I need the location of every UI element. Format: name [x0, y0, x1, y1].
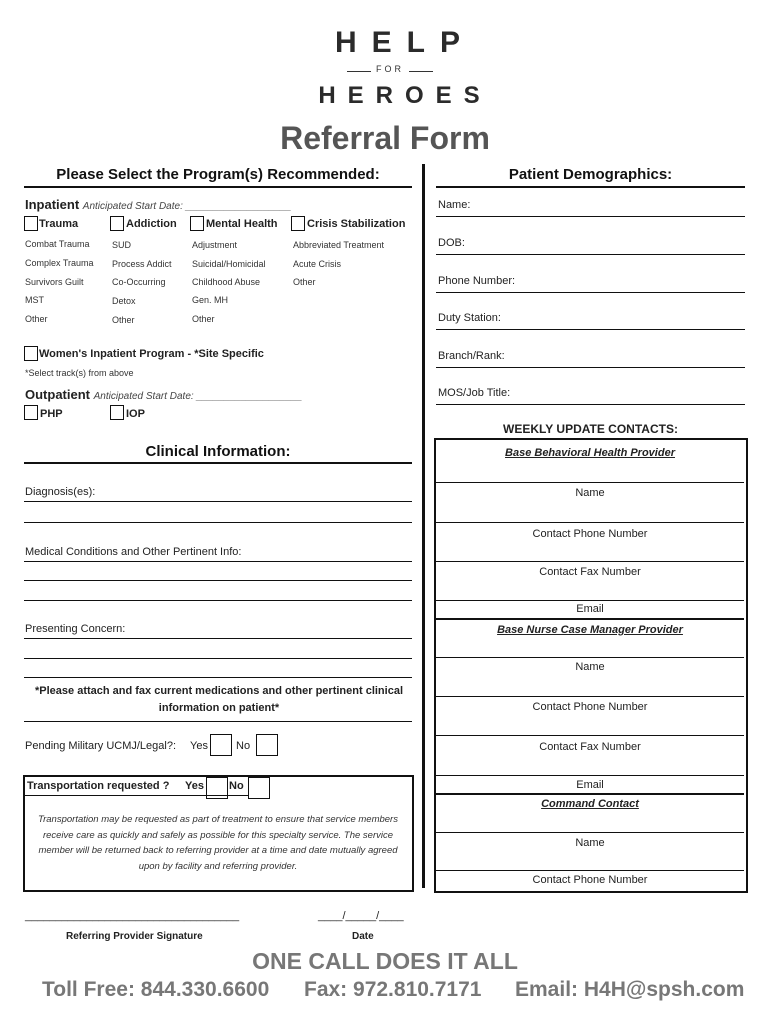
column-divider [422, 164, 425, 888]
outpatient-date-label: Anticipated Start Date: ___________________ [93, 391, 303, 402]
row-divider [436, 522, 744, 523]
field-mos: MOS/Job Title: [438, 387, 511, 399]
inpatient-date-label: Anticipated Start Date: ___________________ [82, 201, 292, 212]
weekly-heading: WEEKLY UPDATE CONTACTS: [503, 422, 678, 436]
date-label: Date [352, 931, 374, 942]
row-divider [436, 600, 744, 601]
presenting-line[interactable] [24, 658, 412, 659]
programs-heading: Please Select the Program(s) Recommended: [56, 166, 380, 183]
medical-line[interactable] [24, 580, 412, 581]
track-item: Acute Crisis [293, 259, 342, 269]
ncm-fax[interactable]: Contact Fax Number [539, 741, 641, 753]
signature-label: Referring Provider Signature [66, 931, 203, 942]
field-duty-station-line[interactable] [436, 329, 745, 330]
demographics-heading: Patient Demographics: [508, 166, 673, 183]
field-branch-rank: Branch/Rank: [438, 350, 505, 362]
diagnoses-line[interactable] [24, 501, 412, 502]
track-item: Other [112, 315, 135, 325]
pending-no-label: No [236, 740, 251, 752]
pending-yes-label: Yes [190, 740, 208, 752]
field-mos-line[interactable] [436, 404, 745, 405]
medical-label: Medical Conditions and Other Pertinent Info: [25, 546, 242, 558]
clinical-rule [24, 462, 412, 464]
diagnoses-label: Diagnosis(es): [25, 486, 96, 498]
row-divider [436, 832, 744, 833]
track-item: Process Addict [112, 259, 172, 269]
signature-line[interactable]: ___________________________________ [25, 910, 240, 922]
logo-heroes: HEROES [318, 82, 492, 109]
row-divider [436, 657, 744, 658]
inpatient-label: Inpatient [25, 197, 80, 212]
footer-slogan: ONE CALL DOES IT ALL [252, 948, 518, 974]
clinical-heading: Clinical Information: [145, 443, 291, 460]
programs-rule [24, 186, 412, 188]
group-divider [436, 618, 744, 620]
presenting-label: Presenting Concern: [25, 623, 126, 635]
bh-email[interactable]: Email [576, 603, 604, 615]
pending-label: Pending Military UCMJ/Legal?: [25, 740, 177, 752]
womens-program-checkbox[interactable] [24, 346, 38, 361]
track-item: Childhood Abuse [192, 277, 261, 287]
trauma-label: Trauma [39, 218, 79, 230]
womens-program-label: Women's Inpatient Program - *Site Specific [39, 348, 264, 360]
footer-tollfree: Toll Free: 844.330.6600 [42, 978, 270, 1001]
logo-help: HELP [334, 26, 475, 59]
field-dob: DOB: [438, 237, 465, 249]
crisis-checkbox[interactable] [291, 216, 305, 231]
womens-note: *Select track(s) from above [25, 368, 134, 378]
field-duty-station: Duty Station: [438, 312, 501, 324]
command-name[interactable]: Name [575, 837, 605, 849]
command-phone[interactable]: Contact Phone Number [532, 874, 648, 886]
bh-name[interactable]: Name [575, 487, 605, 499]
pending-yes-checkbox[interactable] [210, 734, 232, 756]
field-dob-line[interactable] [436, 254, 745, 255]
transport-no-checkbox[interactable] [248, 777, 270, 799]
track-item: Survivors Guilt [25, 277, 84, 287]
attach-note: *Please attach and fax current medications and other pertinent clinical information on patient* [35, 685, 403, 714]
track-item: Other [25, 314, 48, 324]
outpatient-row [25, 387, 302, 402]
track-item: Co-Occurring [112, 277, 166, 287]
row-divider [436, 482, 744, 483]
row-divider [436, 775, 744, 776]
row-divider [436, 870, 744, 871]
track-item: Gen. MH [192, 295, 229, 305]
field-phone-line[interactable] [436, 292, 745, 293]
group-title-bh: Base Behavioral Health Provider [505, 447, 675, 459]
track-item: SUD [112, 240, 132, 250]
trauma-checkbox[interactable] [24, 216, 38, 231]
transport-no-label: No [229, 780, 244, 792]
presenting-line[interactable] [24, 638, 412, 639]
field-name-line[interactable] [436, 216, 745, 217]
bh-fax[interactable]: Contact Fax Number [539, 566, 641, 578]
iop-label: IOP [126, 408, 145, 420]
field-branch-rank-line[interactable] [436, 367, 745, 368]
pending-no-checkbox[interactable] [256, 734, 278, 756]
track-item: Combat Trauma [25, 239, 90, 249]
mental-health-checkbox[interactable] [190, 216, 204, 231]
transport-yes-label: Yes [185, 780, 204, 792]
track-item: Other [293, 277, 316, 287]
track-item: Suicidal/Homicidal [192, 259, 266, 269]
iop-checkbox[interactable] [110, 405, 124, 420]
crisis-label: Crisis Stabilization [307, 218, 406, 230]
outpatient-label: Outpatient [25, 387, 90, 402]
mental-health-label: Mental Health [206, 218, 278, 230]
attach-rule [24, 721, 412, 722]
track-item: Complex Trauma [25, 258, 94, 268]
track-item: MST [25, 295, 44, 305]
group-title-ncm: Base Nurse Case Manager Provider [497, 624, 683, 636]
addiction-checkbox[interactable] [110, 216, 124, 231]
inpatient-row [25, 197, 291, 212]
row-divider [436, 696, 744, 697]
ncm-email[interactable]: Email [576, 779, 604, 791]
page-title: Referral Form [280, 120, 490, 156]
field-phone: Phone Number: [438, 275, 516, 287]
row-divider [436, 561, 744, 562]
footer-fax: Fax: 972.810.7171 [304, 978, 482, 1001]
presenting-line[interactable] [24, 677, 412, 678]
transport-text: Transportation may be requested as part of treatment to ensure that service members receive care as quickly and safely as possible for this specialty service. The service member will be returned back to referring provider at a time and date mutually agreed upon by facility and referring provider. [38, 814, 398, 872]
track-item: Abbreviated Treatment [293, 240, 385, 250]
track-item: Detox [112, 296, 136, 306]
track-item: Other [192, 314, 215, 324]
php-label: PHP [40, 408, 63, 420]
transport-question: Transportation requested ? [27, 780, 170, 792]
bh-phone[interactable]: Contact Phone Number [532, 528, 648, 540]
demographics-rule [436, 186, 745, 188]
field-name: Name: [438, 199, 471, 211]
php-checkbox[interactable] [24, 405, 38, 420]
date-line[interactable]: ____/_____/____ [318, 910, 404, 922]
footer-email: Email: H4H@spsh.com [515, 978, 745, 1001]
group-divider [436, 793, 744, 795]
row-divider [436, 735, 744, 736]
medical-line[interactable] [24, 561, 412, 562]
track-item: Adjustment [192, 240, 238, 250]
addiction-label: Addiction [126, 218, 177, 230]
ncm-phone[interactable]: Contact Phone Number [532, 701, 648, 713]
diagnoses-line[interactable] [24, 522, 412, 523]
logo-for: FOR [345, 64, 435, 78]
ncm-name[interactable]: Name [575, 661, 605, 673]
medical-line[interactable] [24, 600, 412, 601]
group-title-command: Command Contact [541, 798, 639, 810]
transport-rule [25, 795, 249, 796]
